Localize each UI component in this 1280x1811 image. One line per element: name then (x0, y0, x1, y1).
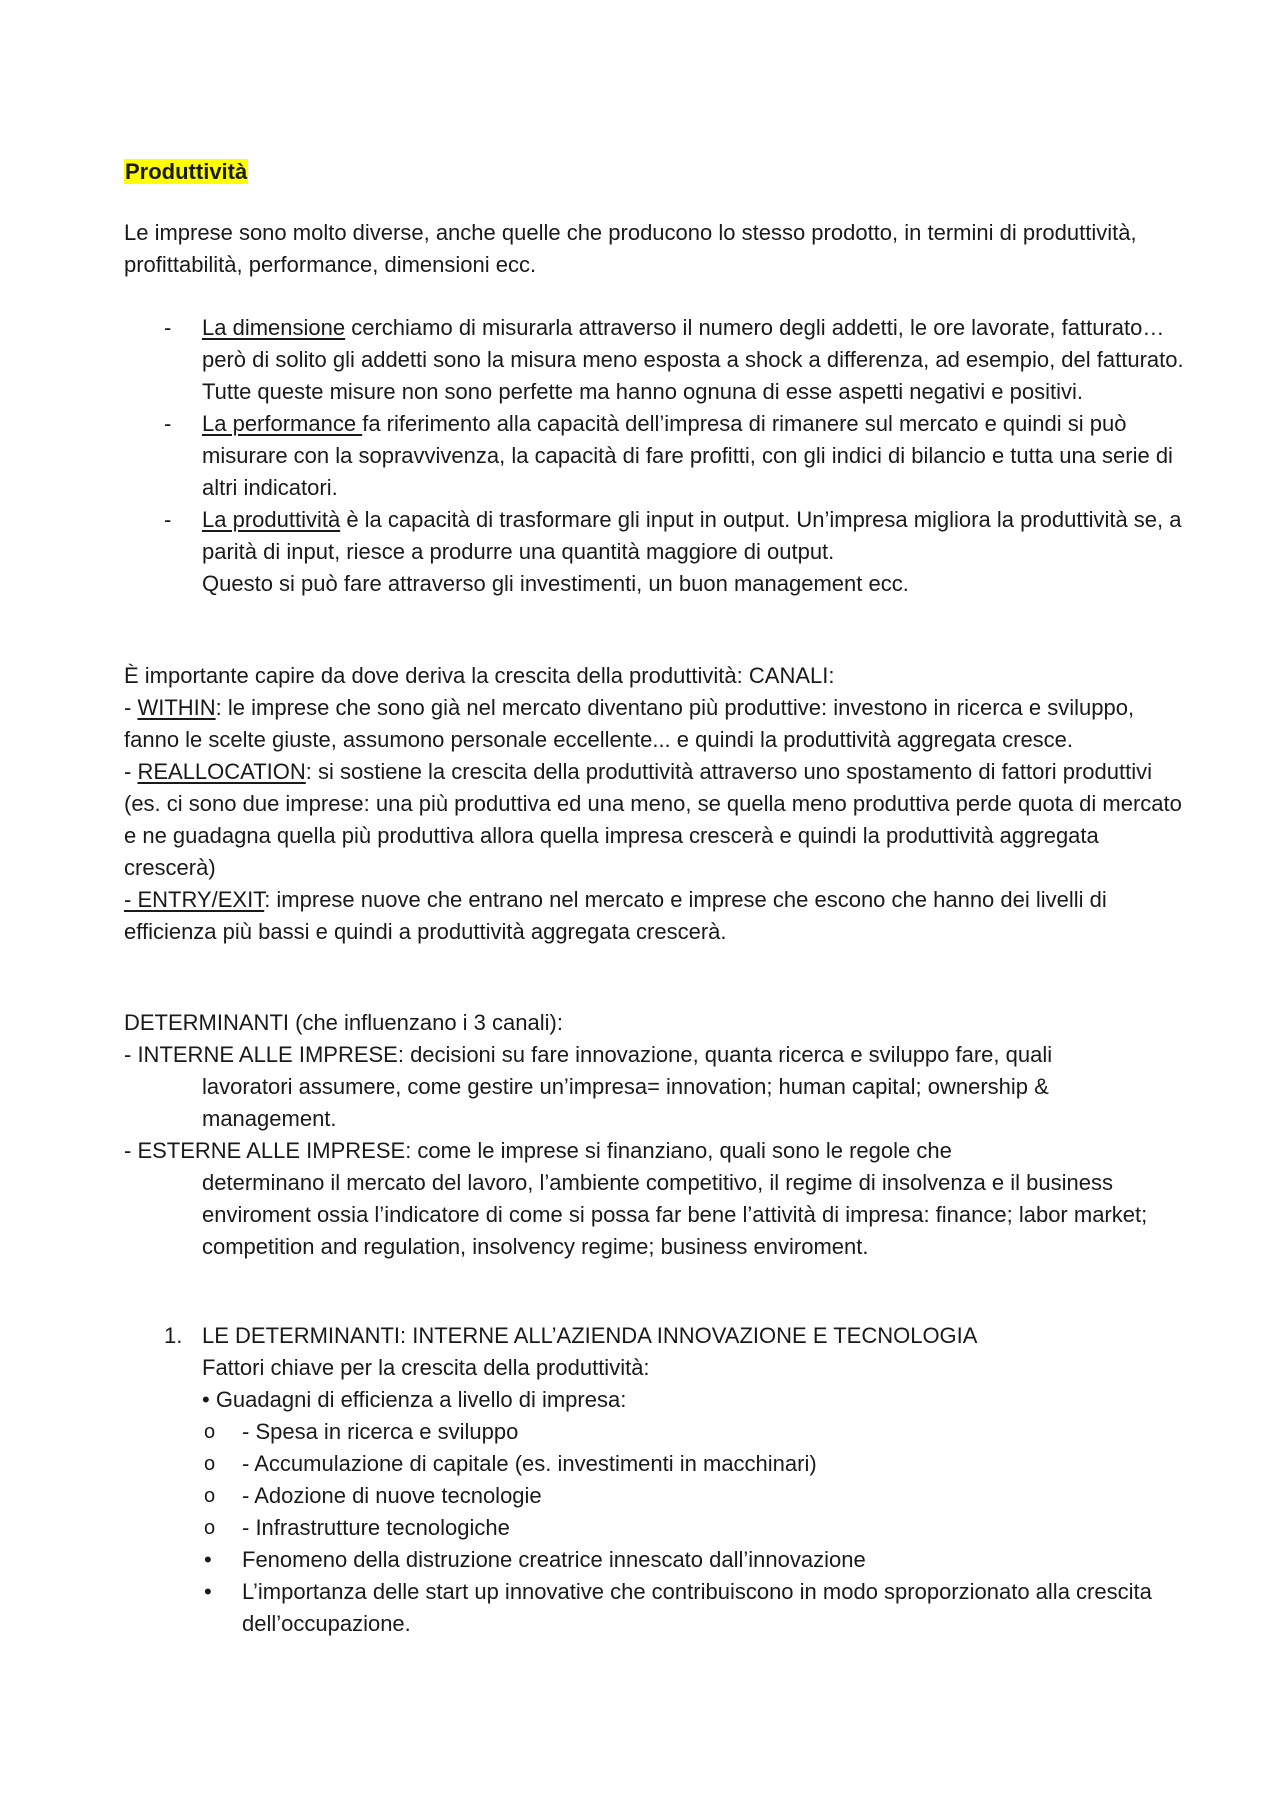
circle-bullet-icon: o (204, 1421, 216, 1443)
dot-bullet-icon: • (204, 1547, 212, 1572)
list-item-text: - Adozione di nuove tecnologie (242, 1483, 542, 1508)
list-item (164, 1480, 1184, 1512)
term-dimensione: La dimensione (202, 315, 346, 340)
text-reallocation: : si sostiene la crescita della produttività attraverso uno spostamento di fattori produttivi (es. ci sono due imprese: una più produttiva ed una meno, se quella meno produttiva perde quota di mercato e ne guadagna quella più produttiva allora quella impresa crescerà e quindi la produttività aggregata crescerà) (124, 759, 1182, 880)
term-within: WITHIN (137, 695, 216, 720)
text-entry-exit: : imprese nuove che entrano nel mercato e imprese che escono che hanno dei livelli di efficienza più bassi e quindi a produttività aggregata crescerà. (124, 887, 1107, 944)
list-item-performance (124, 408, 1184, 504)
list-item-text: - Infrastrutture tecnologiche (242, 1515, 510, 1540)
list-item (164, 1544, 1184, 1576)
channel-reallocation (124, 756, 1184, 884)
channel-prefix: - (124, 695, 138, 720)
highlighted-title: Produttività (125, 159, 248, 184)
channel-prefix: - (124, 759, 138, 784)
key-factors-list (164, 1416, 1184, 1640)
channel-within (124, 692, 1184, 756)
list-item-text: - Spesa in ricerca e sviluppo (242, 1419, 519, 1444)
list-item (164, 1448, 1184, 1480)
section-number: 1. (164, 1323, 183, 1348)
term-performance: La performance (202, 411, 363, 436)
dimensions-list (124, 312, 1184, 600)
section-body (164, 1320, 1184, 1416)
term-entry-exit: - ENTRY/EXIT (124, 887, 265, 912)
dash-marker: - (164, 411, 172, 436)
text-dimensione: cerchiamo di misurarla attraverso il numero degli addetti, le ore lavorate, fatturato…però di solito gli addetti sono la misura meno esposta a shock a differenza, ad esempio, del fatturato. (202, 315, 1184, 372)
dash-marker: - (164, 315, 172, 340)
determinant-external-first: - ESTERNE ALLE IMPRESE: come le imprese si finanziano, quali sono le regole che (124, 1138, 952, 1163)
list-item (164, 1512, 1184, 1544)
circle-bullet-icon: o (204, 1453, 216, 1475)
list-item (164, 1416, 1184, 1448)
list-item-produttivita (124, 504, 1184, 600)
section-subtitle: Fattori chiave per la crescita della produttività: (202, 1355, 650, 1380)
channels-heading: È importante capire da dove deriva la crescita della produttività: CANALI: (124, 663, 835, 688)
section-1 (164, 1320, 1184, 1640)
circle-bullet-icon: o (204, 1517, 216, 1539)
text-produttivita: è la capacità di trasformare gli input in output. Un’impresa migliora la produttività se, a parità di input, riesce a produrre una quantità maggiore di output. (202, 507, 1182, 564)
determinant-internal-first: - INTERNE ALLE IMPRESE: decisioni su fare innovazione, quanta ricerca e sviluppo fare, quali (124, 1042, 1053, 1067)
term-reallocation: REALLOCATION (137, 759, 306, 784)
circle-bullet-icon: o (204, 1485, 216, 1507)
intro-paragraph: Le imprese sono molto diverse, anche quelle che producono lo stesso prodotto, in termini di produttività, profittabilità, performance, dimensioni ecc. (124, 220, 1137, 277)
determinant-internal-rest: lavoratori assumere, come gestire un’impresa= innovation; human capital; ownership & management. (202, 1074, 1049, 1131)
text-within: : le imprese che sono già nel mercato diventano più produttive: investono in ricerca e sviluppo, fanno le scelte giuste, assumono personale eccellente... e quindi la produttività aggregata cresce. (124, 695, 1135, 752)
term-produttivita: La produttività (202, 507, 341, 532)
channels-section (124, 660, 1184, 948)
channel-entry-exit (124, 884, 1184, 948)
bullet-intro: • Guadagni di efficienza a livello di impresa: (202, 1387, 627, 1412)
determinants-heading: DETERMINANTI (che influenzano i 3 canali): (124, 1010, 563, 1035)
list-item (164, 1576, 1184, 1640)
determinant-external-rest: determinano il mercato del lavoro, l’ambiente competitivo, il regime di insolvenza e il business enviroment ossia l’indicatore di come si possa far bene l’attività di impresa: finance; labor market; competition and regulation, insolvency regime; business enviroment. (202, 1170, 1148, 1259)
page-title (124, 157, 248, 187)
list-item-dimensione (124, 312, 1184, 408)
list-item-text: Fenomeno della distruzione creatrice innescato dall’innovazione (242, 1547, 866, 1572)
determinant-internal (124, 1039, 1184, 1135)
section-title: LE DETERMINANTI: INTERNE ALL’AZIENDA INNOVAZIONE E TECNOLOGIA (202, 1323, 978, 1348)
dot-bullet-icon: • (204, 1579, 212, 1604)
dash-marker: - (164, 507, 172, 532)
determinant-external (124, 1135, 1184, 1263)
list-item-text: L’importanza delle start up innovative che contribuiscono in modo sproporzionato alla crescita dell’occupazione. (242, 1579, 1152, 1636)
note-dimensione: Tutte queste misure non sono perfette ma hanno ognuna di esse aspetti negativi e positivi. (202, 379, 1083, 404)
note-produttivita: Questo si può fare attraverso gli investimenti, un buon management ecc. (202, 571, 909, 596)
list-item-text: - Accumulazione di capitale (es. investimenti in macchinari) (242, 1451, 817, 1476)
text-performance: fa riferimento alla capacità dell’impresa di rimanere sul mercato e quindi si può misurare con la sopravvivenza, la capacità di fare profitti, con gli indici di bilancio e tutta una serie di altri indicatori. (202, 411, 1173, 500)
